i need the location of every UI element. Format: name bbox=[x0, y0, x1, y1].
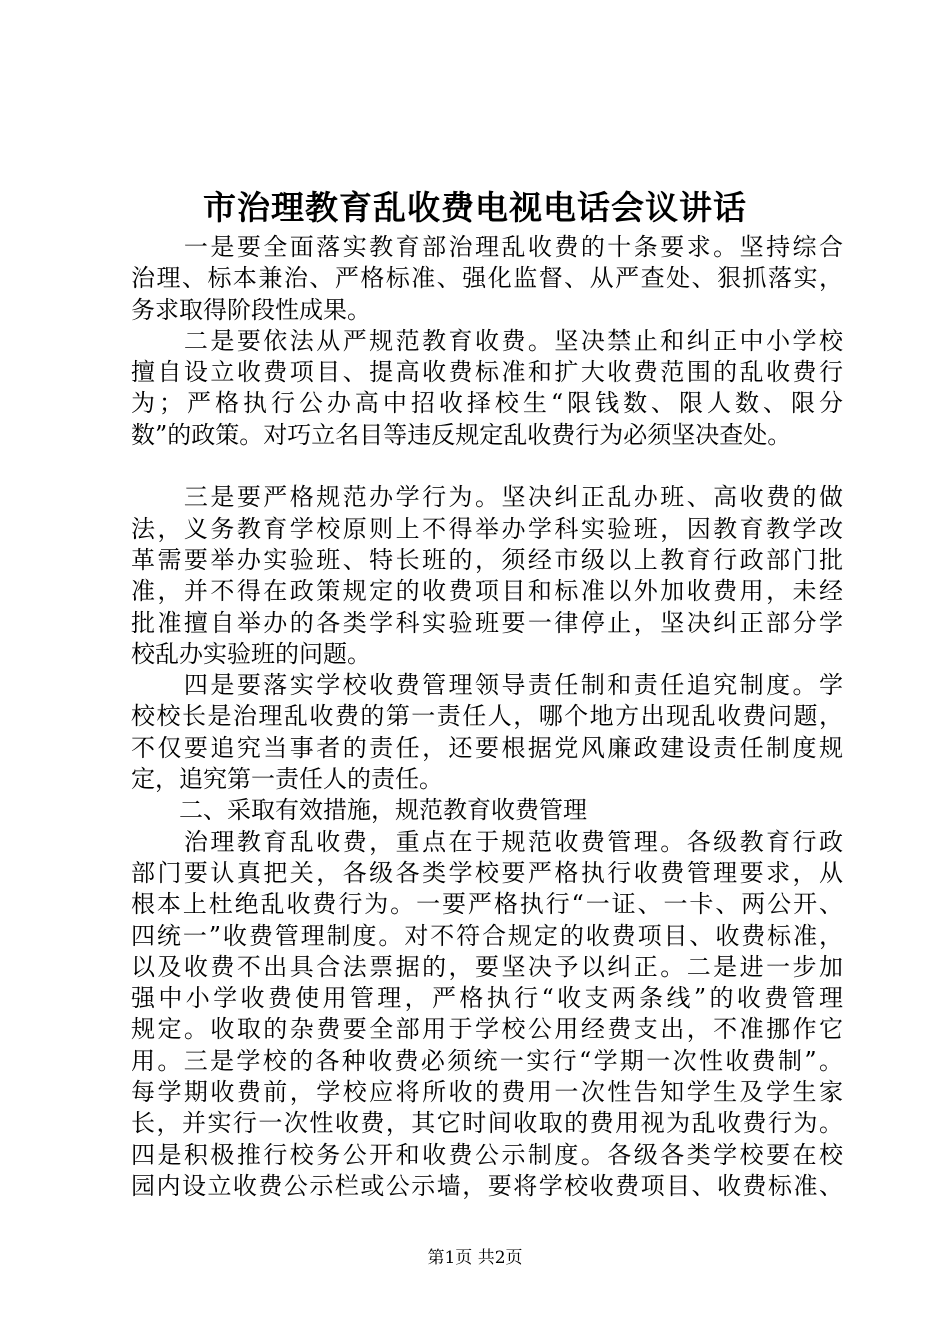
text-line: 校乱办实验班的问题。 bbox=[131, 639, 371, 668]
text-line: 用。三是学校的各种收费必须统一实行“学期一次性收费制”。 bbox=[131, 1046, 843, 1075]
text-line: 校校长是治理乱收费的第一责任人，哪个地方出现乱收费问题， bbox=[131, 702, 843, 731]
text-line: 三是要严格规范办学行为。坚决纠正乱办班、高收费的做 bbox=[131, 483, 843, 512]
text-line: 强中小学收费使用管理，严格执行“收支两条线”的收费管理 bbox=[131, 984, 843, 1013]
text-line: 务求取得阶段性成果。 bbox=[131, 295, 371, 324]
text-line: 治理教育乱收费，重点在于规范收费管理。各级教育行政 bbox=[131, 827, 843, 856]
text-line: 四是要落实学校收费管理领导责任制和责任追究制度。学 bbox=[131, 671, 843, 700]
text-line: 为；严格执行公办高中招收择校生“限钱数、限人数、限分 bbox=[131, 389, 843, 418]
text-line: 法，义务教育学校原则上不得举办学科实验班，因教育教学改 bbox=[131, 514, 843, 543]
text-line: 定，追究第一责任人的责任。 bbox=[131, 765, 443, 794]
text-line: 准，并不得在政策规定的收费项目和标准以外加收费用，未经 bbox=[131, 577, 843, 606]
text-line: 以及收费不出具合法票据的，要坚决予以纠正。二是进一步加 bbox=[131, 952, 843, 981]
text-line: 四统一”收费管理制度。对不符合规定的收费项目、收费标准， bbox=[131, 921, 843, 950]
text-line: 革需要举办实验班、特长班的，须经市级以上教育行政部门批 bbox=[131, 545, 843, 574]
blank-line bbox=[131, 451, 843, 482]
document-body bbox=[131, 232, 843, 1202]
text-line: 长，并实行一次性收费，其它时间收取的费用视为乱收费行为。 bbox=[131, 1109, 843, 1138]
text-line: 园内设立收费公示栏或公示墙，要将学校收费项目、收费标准、 bbox=[131, 1171, 843, 1200]
text-line: 二是要依法从严规范教育收费。坚决禁止和纠正中小学校 bbox=[131, 326, 843, 355]
text-line: 四是积极推行校务公开和收费公示制度。各级各类学校要在校 bbox=[131, 1140, 843, 1169]
text-line: 数”的政策。对巧立名目等违反规定乱收费行为必须坚决查处。 bbox=[131, 420, 792, 449]
text-line: 擅自设立收费项目、提高收费标准和扩大收费范围的乱收费行 bbox=[131, 358, 843, 387]
text-line: 规定。收取的杂费要全部用于学校公用经费支出，不准挪作它 bbox=[131, 1015, 843, 1044]
text-line: 不仅要追究当事者的责任，还要根据党风廉政建设责任制度规 bbox=[131, 733, 843, 762]
text-line: 批准擅自举办的各类学科实验班要一律停止，坚决纠正部分学 bbox=[131, 608, 843, 637]
text-line: 根本上杜绝乱收费行为。一要严格执行“一证、一卡、两公开、 bbox=[131, 890, 843, 919]
text-line: 部门要认真把关，各级各类学校要严格执行收费管理要求，从 bbox=[131, 858, 843, 887]
text-line: 二、采取有效措施，规范教育收费管理 bbox=[131, 796, 587, 825]
text-line: 治理、标本兼治、严格标准、强化监督、从严查处、狠抓落实， bbox=[131, 264, 843, 293]
page-footer: 第1页 共2页 bbox=[427, 1248, 523, 1268]
text-line: 每学期收费前，学校应将所收的费用一次性告知学生及学生家 bbox=[131, 1078, 843, 1107]
text-line: 一是要全面落实教育部治理乱收费的十条要求。坚持综合 bbox=[131, 233, 843, 261]
document-title: 市治理教育乱收费电视电话会议讲话 bbox=[203, 188, 747, 227]
